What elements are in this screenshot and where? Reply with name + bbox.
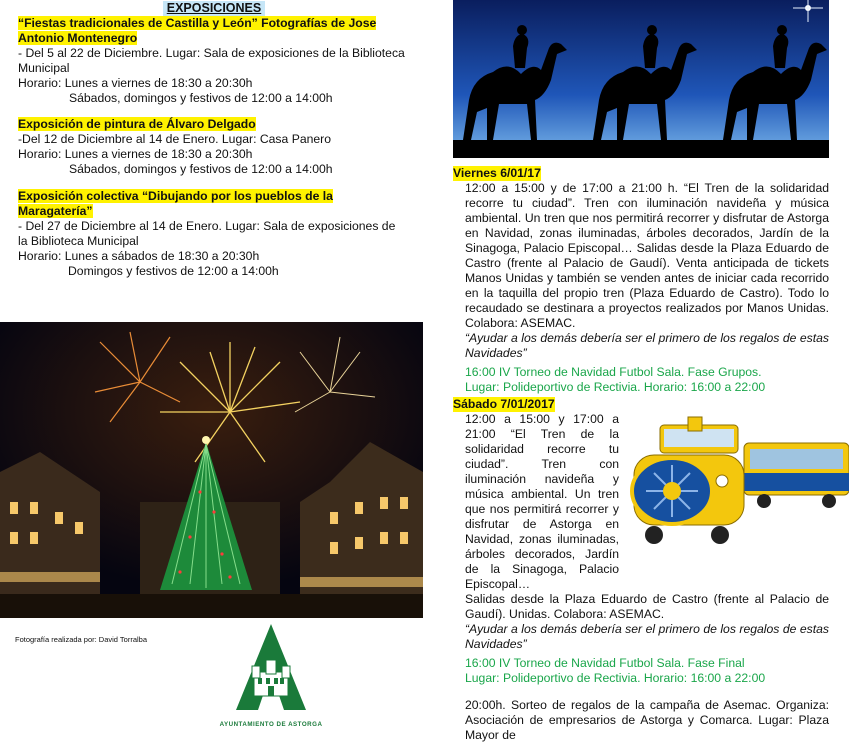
day-heading: Viernes 6/01/17 <box>453 166 541 180</box>
friday-schedule <box>453 166 829 395</box>
event-line: 16:00 IV Torneo de Navidad Futbol Sala. Fase Grupos. <box>465 365 762 379</box>
event-description: 12:00 a 15:00 y 17:00 a 21:00 “El Tren de la solidaridad recorre tu ciudad”. Tren con iluminación navideña y música ambiental. Un tren que nos permitirá recorrer y disfrutar de Astorga en Navidad, zonas iluminadas, árboles decorados, Jardín de la Sinagoga, Palacio Episcopal… <box>465 412 619 591</box>
logo-caption: AYUNTAMIENTO DE ASTORGA <box>219 721 323 728</box>
event-quote: “Ayudar a los demás debería ser el primero de los regalos de estas Navidades” <box>465 331 829 360</box>
exhibition-title: “Fiestas tradicionales de Castilla y León” Fotografías de Jose Antonio Montenegro <box>18 16 377 45</box>
exhibition-hours: Horario: Lunes a viernes de 18:30 a 20:30h <box>18 147 253 161</box>
exhibition-hours-weekend: Sábados, domingos y festivos de 12:00 a 14:00h <box>69 91 333 105</box>
event-description-raffle: 20:00h. Sorteo de regalos de la campaña de Asemac. Organiza: Asociación de empresarios de Astorga y Comarca. Lugar: Plaza Mayor de <box>465 698 829 742</box>
tourist-train-image <box>624 417 849 552</box>
christmas-tree-fireworks-image <box>0 322 423 618</box>
three-kings-camels-image <box>453 0 829 158</box>
exhibition-1 <box>18 16 408 106</box>
exhibition-dates: - Del 27 de Diciembre al 14 de Enero. Lugar: Sala de exposiciones de la Biblioteca Municipal <box>18 219 396 248</box>
ayuntamiento-astorga-logo <box>216 620 326 728</box>
event-location: Lugar: Polideportivo de Rectivia. Horario: 16:00 a 22:00 <box>465 380 766 394</box>
exhibition-dates: -Del 12 de Diciembre al 14 de Enero. Lugar: Casa Panero <box>18 132 331 146</box>
exhibition-hours-weekend: Domingos y festivos de 12:00 a 14:00h <box>68 264 279 278</box>
exhibition-dates: - Del 5 al 22 de Diciembre. Lugar: Sala de exposiciones de la Biblioteca Municipal <box>18 46 405 75</box>
exhibition-2 <box>18 117 408 177</box>
section-title-exposiciones: EXPOSICIONES <box>163 1 265 16</box>
exhibition-hours: Horario: Lunes a sábados de 18:30 a 20:30h <box>18 249 260 263</box>
exhibition-hours: Horario: Lunes a viernes de 18:30 a 20:30h <box>18 76 253 90</box>
event-description: 12:00 a 15:00 y de 17:00 a 21:00 h. “El Tren de la solidaridad recorre tu ciudad”. Tren con iluminación navideña y música ambiental. Un tren que nos permitirá recorrer y disfrutar de Astorga en Navidad, zonas iluminadas, árboles decorados, Jardín de la Sinagoga, Palacio Episcopal… Salidas desde la Plaza Eduardo de Castro (frente al Palacio de Gaudí). Venta anticipada de tickets Manos Unidas y también se venden antes de iniciar cada recorrido en la taquilla del propio tren (Plaza Eduardo de Castro). Todo lo recaudado se destinara a proyectos realizados por Manos Unidas. Colabora: ASEMAC. <box>465 181 829 330</box>
event-line: 16:00 IV Torneo de Navidad Futbol Sala. Fase Final <box>465 656 745 670</box>
exhibition-title: Exposición de pintura de Álvaro Delgado <box>18 117 256 131</box>
exhibition-hours-weekend: Sábados, domingos y festivos de 12:00 a 14:00h <box>69 162 333 176</box>
photo-credit: Fotografía realizada por: David Torralba <box>15 635 148 644</box>
day-heading: Sábado 7/01/2017 <box>453 397 555 411</box>
exhibition-title: Exposición colectiva “Dibujando por los pueblos de la Maragatería” <box>18 189 333 218</box>
event-location: Lugar: Polideportivo de Rectivia. Horario: 16:00 a 22:00 <box>465 671 766 685</box>
exhibition-3 <box>18 189 408 279</box>
event-quote: “Ayudar a los demás debería ser el primero de los regalos de estas Navidades” <box>465 622 829 651</box>
event-description-continued: Salidas desde la Plaza Eduardo de Castro (frente al Palacio de Gaudí). Unidas. Colabora: ASEMAC. <box>465 592 829 621</box>
